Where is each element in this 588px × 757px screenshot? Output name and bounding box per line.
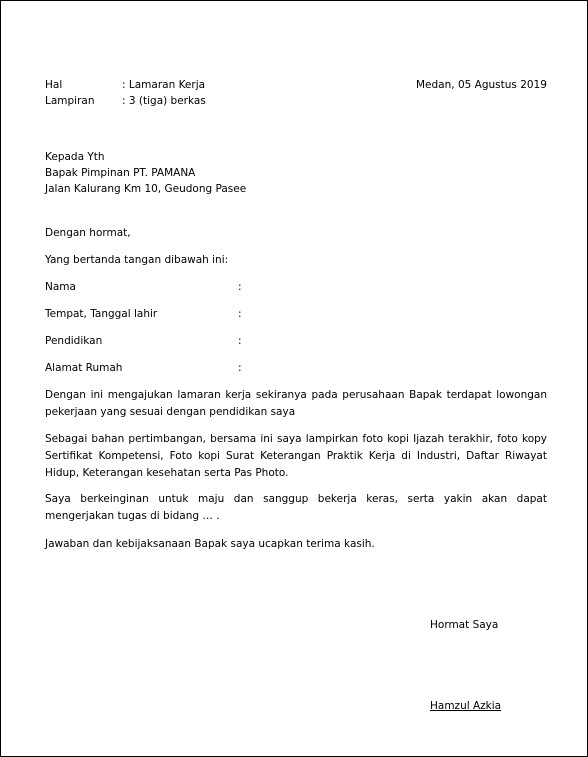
paragraph-thanks: Jawaban dan kebijaksanaan Bapak saya ucapkan terima kasih.: [45, 538, 375, 550]
field-label-alamat: Alamat Rumah: [45, 362, 123, 374]
greeting: Dengan hormat,: [45, 227, 131, 239]
field-colon-nama: :: [238, 281, 242, 293]
paragraph-motivation: Saya berkeinginan untuk maju dan sanggup bekerja keras, serta yakin akan dapat mengerjakan tugas di bidang … .: [45, 493, 547, 522]
lampiran-label: Lampiran: [45, 95, 95, 107]
closing-salutation: Hormat Saya: [430, 619, 499, 631]
signature-name: Hamzul Azkia: [430, 700, 502, 712]
recipient-line-1: Kepada Yth: [45, 151, 105, 163]
intro-line: Yang bertanda tangan dibawah ini:: [45, 254, 229, 266]
field-colon-alamat: :: [238, 362, 242, 374]
field-label-pendidikan: Pendidikan: [45, 335, 103, 347]
recipient-line-2: Bapak Pimpinan PT. PAMANA: [45, 167, 196, 179]
field-label-ttl: Tempat, Tanggal lahir: [45, 308, 158, 320]
paragraph-application: Dengan ini mengajukan lamaran kerja sekiranya pada perusahaan Bapak terdapat lowongan pekerjaan yang sesuai dengan pendidikan saya: [45, 389, 547, 418]
field-label-nama: Nama: [45, 281, 76, 293]
hal-label: Hal: [45, 79, 63, 91]
hal-value: : Lamaran Kerja: [122, 79, 206, 91]
field-colon-ttl: :: [238, 308, 242, 320]
lampiran-value: : 3 (tiga) berkas: [122, 95, 206, 107]
paragraph-attachments: Sebagai bahan pertimbangan, bersama ini saya lampirkan foto kopi Ijazah terakhir, foto kopy Sertifikat Kompetensi, Foto kopi Surat Keterangan Praktik Kerja di Industri, Daftar Riwayat Hidup, Keterangan kesehatan serta Pas Photo.: [45, 433, 547, 479]
field-colon-pendidikan: :: [238, 335, 242, 347]
recipient-line-3: Jalan Kalurang Km 10, Geudong Pasee: [45, 183, 247, 195]
letter-date: Medan, 05 Agustus 2019: [416, 79, 547, 91]
